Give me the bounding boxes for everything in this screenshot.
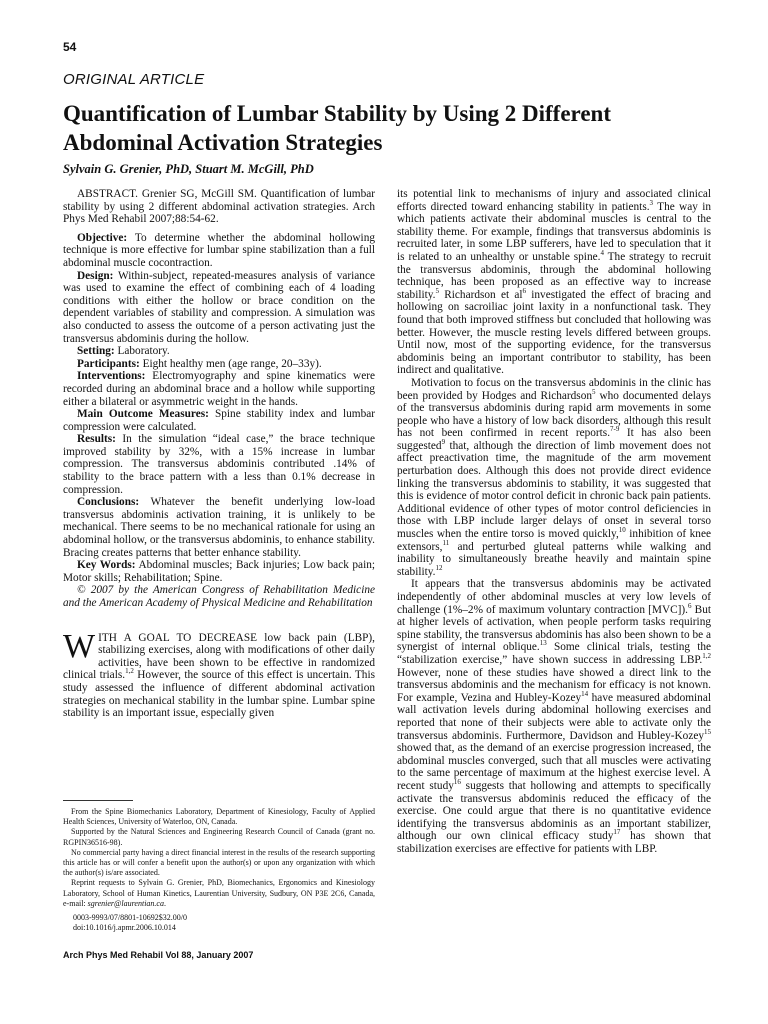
page-number: 54 xyxy=(63,40,77,54)
body-paragraph-1: its potential link to mechanisms of injury and associated clinical efforts directed toward enhancing stability in patients.$^3$ The way in which patients activate their abdominal muscles is central to the stability theme. For example, findings that transversus abdominis is recruited later, in some LBP sufferers, have led to speculation that it is related to an unhealthy or unstable spine.$^4$ The strategy to recruit the transversus abdominis, through the abdominal hollowing technique, has been proposed as an effective way to increase stability.$^5$ Richardson et $al^6$ investigated the effect of bracing and hollowing on sacroiliac joint laxity in a nonfunctional task. They found that both improved stiffness but concluded that hollowing was better. However, the muscle resting levels differed between groups. Until now, most of the supporting evidence, for the transversus abdominis being an important contributor to stability, has been indirect and qualitative. xyxy=(397,188,711,377)
footnote-rule xyxy=(63,800,133,801)
right-column xyxy=(397,188,711,855)
author-line: Sylvain G. Grenier, PhD, Stuart M. McGill, PhD xyxy=(63,162,314,176)
abstract-participants: Participants: Eight healthy men (age range, 20–33y). xyxy=(77,357,322,370)
doi-line: doi:10.1016/j.apmr.2006.10.014 xyxy=(73,923,176,933)
body-paragraph-2: Motivation to focus on the transversus abdominis in the clinic has been provided by Hodges and Richardson$^5$ who documented delays of the transversus abdominis during rapid arm movements in some people who have a history of low back disorders, although this result has not been confirmed in recent reports.$^{7-9}$ It has also been suggested$^9$ that, although the direction of limb movement does not affect preactivation time, the magnitude of the arm movement perturbation does. Although this does not provide direct evidence linking the transversus abdominis to stability, it was suggested that this is evidence of motor control deficit in chronic back pain patients. Additional evidence of other types of motor control deficiencies in those with LBP include larger delays of onset in several torso muscles when the entire torso is moved quickly,$^{10}$ inhibition of knee extensors,$^{11}$ and perturbed gluteal patterns while walking and inability to simultaneously breathe heavily and maintain spine stability.$^{12}$ xyxy=(397,376,711,578)
copyright-notice: © 2007 by the American Congress of Rehabilitation Medicine and the American Academy of Physical Medicine and Rehabilitation xyxy=(63,584,375,609)
footnote-disclosure: No commercial party having a direct financial interest in the results of the research supporting this article has or will confer a benefit upon the author(s) or upon any organization with which the author(s) is/are associated. xyxy=(63,847,375,878)
article-title: Quantification of Lumbar Stability by Using 2 Different Abdominal Activation Strategies xyxy=(63,101,611,155)
abstract-interventions: Interventions: Electromyography and spine kinematics were recorded during an abdominal brace and a hollow while supporting either a bilateral or asymmetric weight in the hands. xyxy=(63,370,375,408)
section-label: ORIGINAL ARTICLE xyxy=(63,71,205,88)
issn-line: 0003-9993/07/8801-10692$32.00/0 xyxy=(73,913,187,923)
abstract-results: Results: In the simulation “ideal case,” the brace technique improved stability by 32%, with a 15% increase in lumbar compression. The transversus abdominis contributed .14% of stability to the brace pattern with a less than 0.1% decrease in compression. xyxy=(63,433,375,496)
abstract-design: Design: Within-subject, repeated-measures analysis of variance was used to examine the effect of combining each of 4 loading conditions with either the hollow or brace condition on the dependent variables of stability and compression. A simulation was also conducted to assess the outcome of a person activating just the transversus abdominis during the hollow. xyxy=(63,269,375,345)
abstract-setting: Setting: Laboratory. xyxy=(77,345,170,358)
introduction-paragraph: WITH A GOAL TO DECREASE low back pain (LBP), stabilizing exercises, along with modifications of other daily activities, have been shown to be effective in randomized clinical trials.$^{1,2}$ However, the source of this effect is uncertain. This study assessed the influence of different abdominal activation strategies on mechanical stability in the lumbar spine. Lumbar spine stability is an important issue, especially given xyxy=(63,627,375,720)
footnote-reprints: Reprint requests to Sylvain G. Grenier, PhD, Biomechanics, Ergonomics and Kinesiology Laboratory, School of Human Kinetics, Laurentian University, Sudbury, ON P3E 2C6, Canada, e-mail: sgrenier@laurentian.ca. xyxy=(63,878,375,908)
footnote-affiliation: From the Spine Biomechanics Laboratory, Department of Kinesiology, Faculty of Applied Health Sciences, University of Waterloo, ON, Canada. xyxy=(63,807,375,827)
body-paragraph-3: It appears that the transversus abdominis may be activated independently of other abdominal muscles at very low levels of challenge (1%–2% of maximum voluntary contraction [MVC]).$^6$ But at higher levels of activation, when people perform tasks requiring spine stability, the transversus abdominis has also been shown to be a synergist of internal oblique.$^{13}$ Some clinical trials, testing the “stabilization exercise,” have shown success in addressing LBP.$^{1,2}$ However, none of these studies have showed a direct link to the transversus abdominis and the mechanism for efficacy is not known. For example, Vezina and Hubley-Kozey$^{14}$ have measured abdominal wall activation levels during abdominal hollowing exercises and reported that none of their subjects were able to activate only the transversus abdominis. Furthermore, Davidson and Hubley-Kozey$^{15}$ showed that, as the demand of an exercise progression increased, the abdominal muscles converged, such that all muscles were activating to the same percentage of maximum at the highest exercise level. A recent study$^{16}$ suggests that hollowing and attempts to specifically activate the transversus abdominis reduced the efficacy of the exercise. One could argue that there is no quantitative evidence identifying the transversus abdominis as an important stabilizer, although our own clinical efficacy study$^{17}$ has shown that stabilization exercises are effective for patients with LBP. xyxy=(397,578,711,855)
footnotes xyxy=(63,807,375,933)
footnote-funding: Supported by the Natural Sciences and Engineering Research Council of Canada (grant no. RGPIN36516-98). xyxy=(63,827,375,847)
reprint-email: sgrenier@laurentian.ca xyxy=(87,898,164,908)
left-column xyxy=(63,188,375,731)
abstract-citation: ABSTRACT. Grenier SG, McGill SM. Quantification of lumbar stability by using 2 different abdominal activation strategies. Arch Phys Med Rehabil 2007;88:54-62. xyxy=(63,188,375,226)
abstract-objective: Objective: To determine whether the abdominal hollowing technique is more effective for lumbar spine stabilization than a full abdominal muscle cocontraction. xyxy=(63,231,375,269)
drop-cap: W xyxy=(63,627,96,665)
abstract-conclusions: Conclusions: Whatever the benefit underlying low-load transversus abdominis activation training, it is unlikely to be mechanical. There seems to be no mechanical rationale for using an abdominal hollow, or the transversus abdominis, to enhance stability. Bracing creates patterns that better enhance stability. xyxy=(63,496,375,559)
abstract-outcome-measures: Main Outcome Measures: Spine stability index and lumbar compression were calculated. xyxy=(63,408,375,433)
journal-footer: Arch Phys Med Rehabil Vol 88, January 2007 xyxy=(63,950,254,960)
abstract-keywords: Key Words: Abdominal muscles; Back injuries; Low back pain; Motor skills; Rehabilitation; Spine. xyxy=(63,559,375,584)
